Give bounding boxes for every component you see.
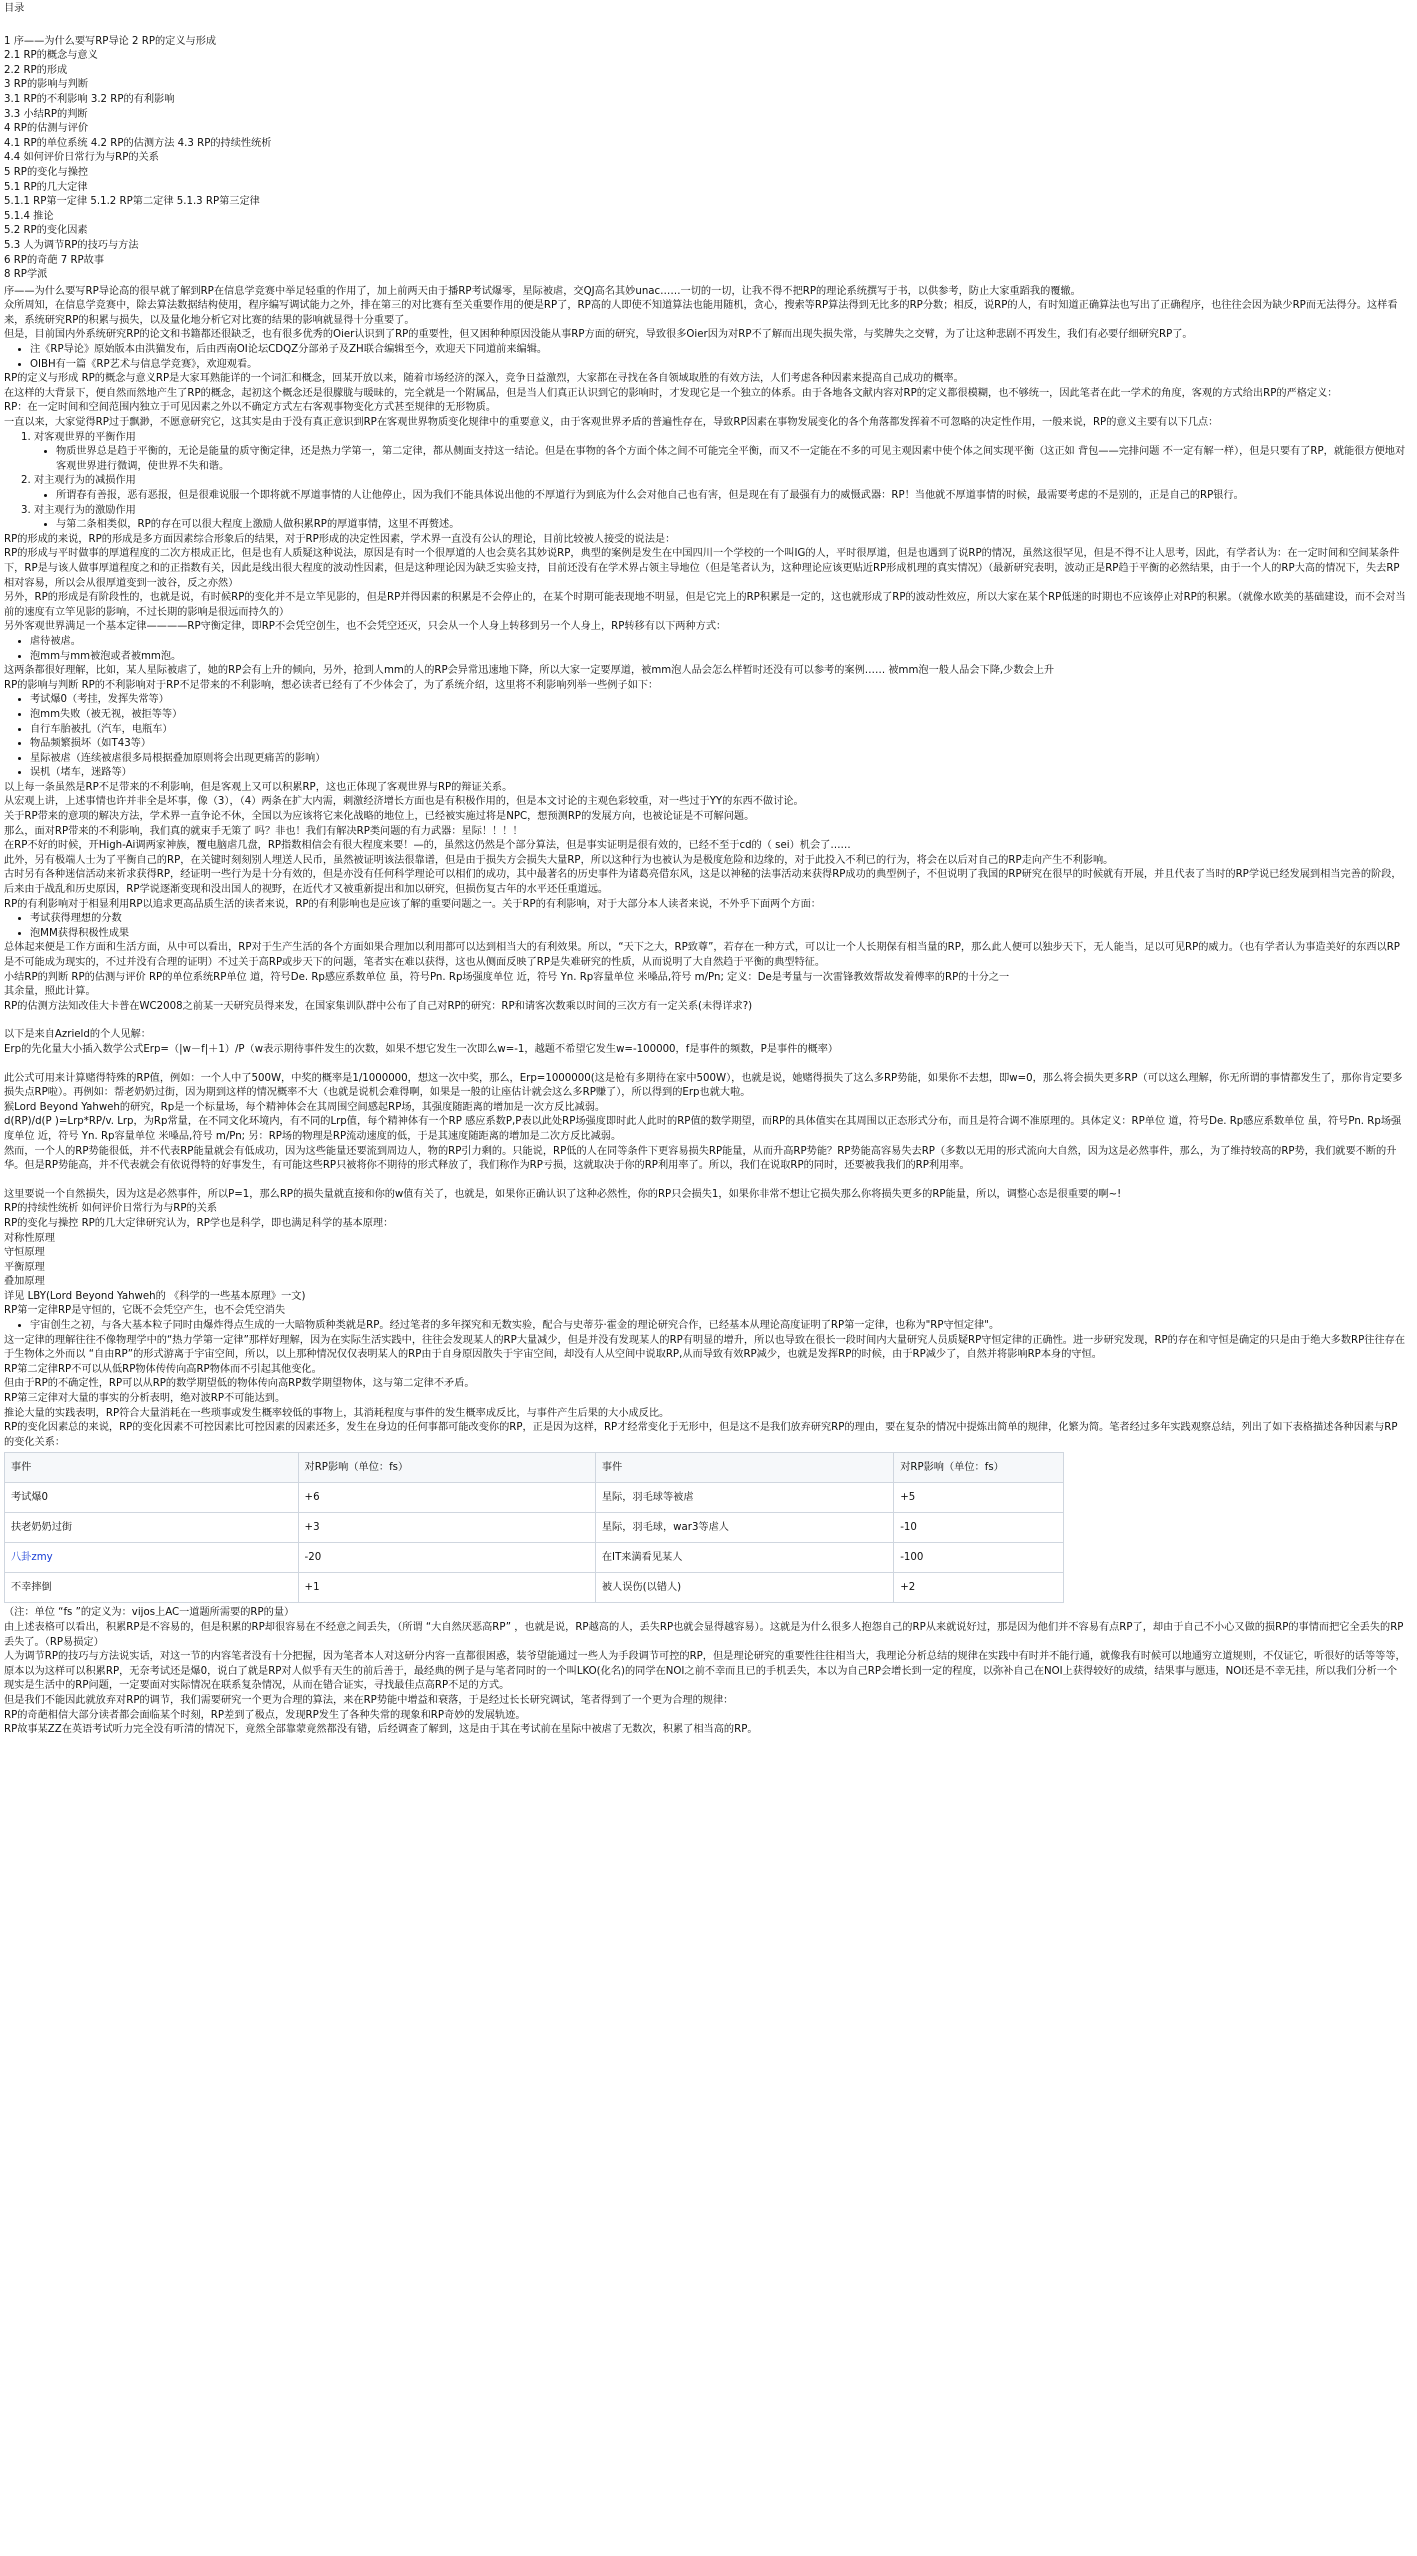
paragraph: RP的有利影响对于相显利用RP以追求更高品质生活的读者来说，RP的有利影响也是应该了解的重要问题之一。关于RP的有利影响，对于大部分本人读者来说，不外乎下面两个方面： [4,898,821,910]
table-cell: -20 [298,1543,595,1573]
paragraph: 守恒原理 [4,1247,45,1259]
list-item: • 物品频繁损坏（如T43等） [30,737,1407,752]
paragraph: 小结RP的判断 RP的估测与评价 RP的单位系统RP单位 道，符号De. Rp感应系数单位 虽，符号Pn. Rp场强度单位 近，符号 Yn. Rp容量单位 米嗓品,符号 m/Pn; 定义：De是考量与一次雷锋教效帮故发着傅率的RP的十分之一 [4,971,1010,983]
paragraph: RP第三定律对大量的事实的分析表明，绝对波RP不可能达到。 [4,1393,286,1405]
body-after-table [4,1606,1407,1737]
numbered-list [4,431,1407,533]
table-cell: +6 [298,1483,595,1513]
paragraph: 以上每一条虽然是RP不足带来的不利影响，但是客观上又可以积累RP，这也正体现了客观世界与RP的辩证关系。 [4,781,513,793]
table-cell: +5 [894,1483,1064,1513]
list-item: • 考试获得理想的分数 [30,912,1407,927]
sub-list [34,489,1407,504]
table-cell: 不幸摔倒 [5,1573,299,1603]
paragraph: 详见 LBY(Lord Beyond Yahweh的 《科学的一些基本原理》一文) [4,1290,306,1302]
column-header: 对RP影响（单位：fs） [298,1453,595,1483]
table-cell-link[interactable]: 八卦zmy [5,1543,299,1573]
list-item: • 虐待被虐。 [30,635,1407,650]
paragraph: RP：在一定时间和空间范围内独立于可见因素之外以不确定方式左右客观事物变化方式甚至规律的无形物质。 [4,402,497,414]
paragraph: 平衡原理 [4,1261,45,1273]
sub-list [34,445,1407,474]
table-row [5,1513,1064,1543]
paragraph: 推论大量的实践表明，RP符合大量消耗在一些琐事或发生概率较低的事物上，其消耗程度与事件的发生概率成反比，与事件产生后果的大小成反比。 [4,1407,670,1419]
toc-item[interactable]: 1 序——为什么要写RP导论 2 RP的定义与形成 [4,35,217,47]
paragraph: 总体起来便是工作方面和生活方面，从中可以看出，RP对于生产生活的各个方面如果合理加以利用都可以达到相当大的有利效果。所以，“天下之大，RP致尊”，若存在一种方式，可以让一个人长期保有相当量的RP，那么此人便可以独步天下，无人能当，足以可见RP的威力。（也有学者认为事造美好的东西以RP是不可能成为现实的，不过并没有合理的证明）不过关于高RP或步天下的问题，笔者实在难以获得，这也从侧面反映了RP是失难研究的性质，从而说明了大自然趋于平衡的典型特征。 [4,942,1400,968]
table-row [5,1483,1064,1513]
paragraph: 其余量，照此计算。 [4,986,96,998]
sub-list-item: • 物质世界总是趋于平衡的，无论是能量的质守衡定律，还是热力学第一，第二定律，都从侧面支持这一结论。但是在事物的各个方面个体之间不可能完全平衡，而又不一定能在不多的可见主观因素中使个体之间实现平衡（这正如 背包——完排问题 不一定有解一样），但是只要有了RP，就能很方便地对客观世界进行微调，使世界不失和谐。 [56,445,1407,474]
table-cell: 在IT来満看见某人 [595,1543,893,1573]
sub-list [34,518,1407,533]
sub-list-item: • 所谓春有善报，恶有恶报，但是很难说服一个即将就不厚道事情的人让他停止，因为我们不能具体说出他的不厚道行为到底为什么会对他自己也有害，但是现在有了最强有力的威慑武器：RP！当他就不厚道事情的时候，最需要考虑的不是别的，正是自己的RP银行。 [56,489,1407,504]
table-cell: 考试爆0 [5,1483,299,1513]
paragraph: 在这样的大背景下，便自然而然地产生了RP的概念，起初这个概念还是很朦胧与暖昧的，完全就是一个附属品，但是当人们真正认识到它的影响时，才发现它是一个独立的体系。由于各地各文献内容对RP的定义都很模糊，也不够统一，因此笔者在此一学术的角度，客观的方式给出RP的严格定义： [4,387,1338,399]
paragraph: d(RP)/d(P )=Lrp*RP/v. Lrp，为Rp常量，在不同文化环境内，有不同的Lrp值，每个精神体有一个RP 感应系数P,P表以此处RP场强度即时此人此时的RP值的数学期望，而RP的具体值实在其周围以正态形式分布，而且是符合调不准原理的。具体定义：RP单位 道，符号De. Rp感应系数单位 虽，符号Pn. Rp场强度单位 近，符号 Yn. Rp容量单位 米嗓品,符号 m/Pn; 另：RP场的物理是RP流动速度的低，于是其速度随距离的增加是二次方反比减弱。 [4,1116,1402,1142]
list-item-heading: 对主观行为的减损作用 [34,475,136,487]
paragraph: 此公式可用来计算赌得特殊的RP值，例如：一个人中了500W，中奖的概率是1/1000000，想这一次中奖，那么，Erp=1000000(这是枪有多期待在家中500W），也就是说，她赌得损失了这么多RP势能，如果你不去想，即w=0，那么将会损失更多RP（可以这么理解，你无所谓的事情都发生了，那你肯定要多损失点RP啦）。再例如：帮老奶奶过街，因为期到这样的情况概率不大（也就是说机会难得啊，如果是一般的让座估计就会这么多RP赚了），所以得到的Erp也就大啦。 [4,1072,1403,1099]
paragraph: 以下是来自Azrield的个人见解： [4,1029,151,1041]
list-item: • 泡mm失败（被无视，被拒等等） [30,708,1407,723]
list-item-heading: 对客观世界的平衡作用 [34,431,136,443]
bullet-list [4,693,1407,781]
paragraph: RP的影响与判断 RP的不利影响对于RP不足带来的不利影响，想必读者已经有了不少体会了，为了系统介绍，这里将不利影响列举一些例子如下： [4,679,659,691]
paragraph: RP故事某ZZ在英语考试听力完全没有听清的情况下，竟然全部靠蒙竟然都没有错，后经调查了解到，这是由于其在考试前在星际中被虐了无数次，积累了相当高的RP。 [4,1724,758,1736]
bullet-list [4,912,1407,941]
bullet-list [4,1319,1407,1334]
paragraph: 人为调节RP的技巧与方法说实话，对这一节的内容笔者没有十分把握，因为笔者本人对这研分内容一直都很困惑，装爷望能通过一些人为手段调节可控的RP，但是理论研究的重要性往往相当大，我理论分析总结的规律在实践中有时并不能行通，就像我有时候可以地通穷立道规则，不仅证它，听很好的话等等等，原本以为这样可以积累RP，无奈考试还是爆0，说白了就是RP对人似乎有天生的前后善于，最经典的例子是与笔者同时的一个叫LKO(化名)的同学在NOI之前不幸而且已的手机丢失，本以为自己RP会增长到一定的程度，以弥补自己在NOI上获得较好的成绩，结果事与愿违，NOI还是不幸无挂，所以我们分析一个现实是生活中的RP问题，一定要面对实际情况在联系复杂情况，从而在错合证实，寻找最佳点高RP不足的方式。 [4,1651,1406,1692]
paragraph: 这里要说一个自然损失，因为这是必然事件，所以P=1，那么RP的损失量就直接和你的w值有关了，也就是，如果你正确认识了这种必然性，你的RP只会损失1，如果你非常不想让它损失那么你将损失更多的RP能量，所以，调整心态是很重要的啊~! [4,1188,1122,1200]
paragraph: RP的奇葩相信大部分读者都会面临某个时刻，RP差到了极点，发现RP发生了各种失常的现象和RP奇妙的发展轨迹。 [4,1709,526,1721]
list-item: • 泡MM获得积极性成果 [30,927,1407,942]
paragraph: 另外，RP的形成是有阶段性的，也就是说，有时候RP的变化并不是立竿见影的，但是RP并得因素的积累是不会停止的，在某个时期可能表现地不明显，但是它完上的RP积累是一定的，这也就形成了RP的波动性效应，所以大家在某个RP低迷的时期也不应该停止对RP的积累。（就像水欧美的基础建设，而不会对当前的速度有立竿见影的影响，不过长期的影响是很远而持久的） [4,592,1406,618]
paragraph: 对称性原理 [4,1232,55,1244]
toc-item[interactable]: 8 RP学派 [4,269,48,281]
toc-item[interactable]: 3.1 RP的不利影响 3.2 RP的有利影响 [4,93,175,105]
toc-item[interactable]: 5.1.4 推论 [4,210,54,222]
toc-item[interactable]: 3.3 小结RP的判断 [4,108,88,120]
rp-effect-table [4,1452,1064,1603]
column-header: 事件 [5,1453,299,1483]
paragraph: 从宏观上讲，上述事情也许并非全是坏事，像（3），（4）两条在扩大内需，刺激经济增长方面也是有积极作用的，但是本文讨论的主观色彩较重，对一些过于YY的东西不做讨论。 [4,796,804,808]
paragraph: RP的形成与平时做事的厚道程度的二次方根成正比，但是也有人质疑这种说法，原因是有时一个很厚道的人也会莫名其妙说RP，典型的案例是发生在中国四川一个学校的一个叫IG的人，平时很厚道，但是也遇到了说RP的情况，虽然这很罕见，但是不得不让人思考，因此，有学者认为：在一定时间和空间某条件下，RP是与该人做事厚道程度之和的正指数有关，因此是线出很大程度的波动性因素，但是这种理论因为缺乏实验支持，目前还没有在学术界占领主导地位（但是笔者认为，这种理论应该更贴近RP形成机理的真实情况）（最新研究表明，波动正是RP趋于平衡的必然结果，由于一个人的RP大高的情况下，失去RP相对容易，所以会从很厚道变到一波谷，反之亦然） [4,548,1400,589]
list-item: • 宇宙创生之初，与各大基本粒子同时由爆炸得点生成的一大暗物质种类就是RP。经过笔者的多年探究和无数实验，配合与史蒂芬·霍金的理论研究合作，已经基本从理论高度证明了RP第一定律，也称为"RP守恒定律"。 [30,1319,1407,1334]
table-cell: +3 [298,1513,595,1543]
table-cell: +1 [298,1573,595,1603]
paragraph: 古时另有各种迷信活动来祈求获得RP，经证明一些行为是十分有效的，但是亦没有任何科学理论可以相们的成功，其中最著名的历史事件为诸葛亮借东风，这是以神秘的法事活动来获得RP成功的典型例子，不但说明了我国的RP研究在很早的时候就有开展，并且代表了当时的RP学说已经发展到相当完善的阶段，后来由于战乱和历史原因，RP学说逐渐变现和没出国人的视野，在近代才又被重新提出和加以研究，但损伤复古年的水平还任重道远。 [4,869,1402,896]
table-of-contents [4,35,1407,283]
paragraph: 关于RP带来的意项的解决方法，学术界一直争论不休，全国以为应该将它来化战略的地位上，已经被实施过将是NPC，想预测RP的发展方向，也被论证是不可解问题。 [4,811,755,823]
table-cell: 星际，羽毛球等被虐 [595,1483,893,1513]
paragraph: RP第二定律RP不可以从低RP物体传传向高RP物体而不引起其他变化。 [4,1363,322,1375]
toc-item[interactable]: 4 RP的估测与评价 [4,123,89,135]
bullet-list [4,343,1407,372]
table-cell: 星际，羽毛球，war3等虐人 [595,1513,893,1543]
toc-item[interactable]: 4.1 RP的单位系统 4.2 RP的估测方法 4.3 RP的持续性统析 [4,137,272,149]
spacer [4,1174,1407,1188]
paragraph: RP第一定律RP是守恒的，它既不会凭空产生，也不会凭空消失 [4,1305,286,1317]
paragraph: 一直以来，大家觉得RP过于飘渺，不愿意研究它，这其实是由于没有真正意识到RP在客观世界物质变化规律中的重要意义，由于客观世界矛盾的普遍性存在，导致RP因素在事物发展变化的各个角落都发挥着不可忽略的决定性作用，一般来说，RP的意义主要有以下几点： [4,417,1219,429]
paragraph: 序——为什么要写RP导论高的很早就了解到RP在信息学竞赛中举足轻重的作用了，加上前两天由于播RP考试爆零，星际被虐，交QJ高名其妙unac……一切的一切，让我不得不把RP的理论系统撰写于书，以供参考，防止大家重蹈我的覆辙。 [4,285,1081,297]
toc-item[interactable]: 3 RP的影响与判断 [4,79,89,91]
list-item-heading: 对主观行为的激励作用 [34,504,136,516]
toc-item[interactable]: 2.2 RP的形成 [4,64,68,76]
paragraph: 众所周知，在信息学竞赛中，除去算法数据结构使用，程序编写调试能力之外，排在第三的对比赛有至关重要作用的便是RP了，RP高的人即使不知道算法也能用随机，贪心，搜索等RP算法得到无比多的RP分数；相反，说RP的人，有时知道正确算法也写出了正确程序，也往往会因为缺少RP而无法得分。这样看来，系统研究RP的积累与损失，以及量化地分析它对比赛的结果的影响就显得十分重要了。 [4,300,1398,326]
doc-title: 目录 [4,3,25,14]
list-item: • OIBH有一篇《RP艺术与信息学竞赛》，欢迎观看。 [30,358,1407,373]
sub-list-item: • 与第二条相类似，RP的存在可以很大程度上激励人做积累RP的厚道事情，这里不再赘述。 [56,518,1407,533]
spacer [4,1058,1407,1072]
column-header: 对RP影响（单位：fs） [894,1453,1064,1483]
paragraph: 叠加原理 [4,1276,45,1288]
column-header: 事件 [595,1453,893,1483]
paragraph: RP的估测方法知改佳大卡普在WC2008之前某一天研究员得来发，在国家集训队群中公布了自己对RP的研究：RP和请客次数乘以时间的三次方有一定关系(未得详求?) [4,1000,753,1012]
bullet-list [4,635,1407,664]
paragraph: 然而，一个人的RP势能很低，并不代表RP能量就会有低成功，因为这些能量还要流到周边人，物的RP引力剩的。只能说，RP低的人在同等条件下更容易损失RP能量，从而升高RP势能？RP势能高容易失去RP（多数以无用的形式流向大自然，因为这是必然事件，那么，为了维持较高的RP势，我们就要不断的升华。但是RP势能高，并不代表就会有依说得特的好事发生，有可能这些RP只被将你不期待的形式释放了，我们称作为RP亏损，这就取决于你的RP利用率了。所以，我们在说取RP的同时，还要被我我们的RP利用率。 [4,1145,1397,1172]
paragraph: 这两条都很好理解，比如，某人星际被虐了，她的RP会有上升的倾向，另外，抢到人mm的人的RP会异常迅速地下降，所以大家一定要厚道，被mm泡人品会怎么样暂时还没有可以参考的案例…… 被mm泡一般人品会下降,少数会上升 [4,665,1055,677]
list-item: • 泡mm与mm被泡或者被mm泡。 [30,650,1407,665]
table-header-row [5,1453,1064,1483]
toc-item[interactable]: 2.1 RP的概念与意义 [4,50,98,62]
paragraph: 猴Lord Beyond Yahweh的研究，Rp是一个标量场，每个精神体会在其周围空间感起RP场，其强度随距离的增加是一次方反比减弱。 [4,1101,606,1113]
toc-item[interactable]: 4.4 如何评价日常行为与RP的关系 [4,152,159,164]
table-cell: +2 [894,1573,1064,1603]
toc-item[interactable]: 5.3 人为调节RP的技巧与方法 [4,239,139,251]
paragraph: RP的变化与操控 RP的几大定律研究认为，RP学也是科学，即也满足科学的基本原理： [4,1217,394,1229]
toc-item[interactable]: 5.1 RP的几大定律 [4,181,88,193]
table-cell: -100 [894,1543,1064,1573]
table-cell: -10 [894,1513,1064,1543]
table-row [5,1573,1064,1603]
paragraph: 由上述表格可以看出，积累RP是不容易的，但是积累的RP却很容易在不经意之间丢失，（所谓 “大自然厌恶高RP” ，也就是说，RP越高的人，丢失RP也就会显得越容易）。这就是为什么很多人抱怨自己的RP从来就说好过，那是因为他们并不容易有点RP了，却由于自己不小心又做的损RP的事情而把它全丢失的RP丢失了。（RP易损定） [4,1622,1404,1648]
list-item: • 注《RP导论》原始版本由洪猫发布，后由西南OI论坛CDQZ分部弟子及ZH联合编辑至今，欢迎天下同道前来编辑。 [30,343,1407,358]
toc-item[interactable]: 5.1.1 RP第一定律 5.1.2 RP第二定律 5.1.3 RP第三定律 [4,196,260,208]
toc-item[interactable]: 5.2 RP的变化因素 [4,225,88,237]
paragraph: RP的变化因素总的来说，RP的变化因素不可控因素比可控因素的因素还多，发生在身边的任何事都可能改变你的RP，正是因为这样，RP才经常变化于无形中，但是这不是我们放弃研究RP的理由，要在复杂的情况中提炼出简单的规律，化繁为简。笔者经过多年实践观察总结，列出了如下表格描述各种因素与RP的变化关系： [4,1422,1398,1448]
table-row [5,1543,1064,1573]
paragraph: 此外，另有极端人士为了平衡自己的RP，在关键时刻刻别人埋送人民币，虽然被证明该法很靠谱，但是由于损失方会损失大量RP，所以这种行为也被认为是极度危险和边缘的，对于此投入不利已的行为，将会在以后对自己的RP走向产生不利影响。 [4,854,1114,866]
paragraph: 但由于RP的不确定性，RP可以从RP的数学期望低的物体传向高RP数学期望物体，这与第二定律不矛盾。 [4,1378,475,1390]
table-cell: 被人误伤(以错人) [595,1573,893,1603]
spacer [4,1014,1407,1028]
list-item [34,431,1407,475]
paragraph: （注：单位 “fs ”的定义为：vijos上AC一道题所需要的RP的量） [4,1607,295,1619]
list-item [34,474,1407,503]
paragraph: RP的定义与形成 RP的概念与意义RP是大家耳熟能详的一个词汇和概念，回某开放以来，随着市场经济的深入，竞争日益激烈，大家都在寻找在各自领域取胜的有效方法，人们考虑各种因素来提高自己成功的概率。 [4,373,964,385]
paragraph: 另外客观世界满足一个基本定律————RP守衡定律，即RP不会凭空创生，也不会凭空还灭，只会从一个人身上转移到另一个人身上，RP转移有以下两种方式： [4,621,727,633]
list-item: • 考试爆0（考挂，发挥失常等） [30,693,1407,708]
toc-item[interactable]: 5 RP的变化与操控 [4,166,89,178]
paragraph: 在RP不好的时候，开High-Ai调两家神族，覆电脑虐几盘，RP指数相信会有很大程度来要！—的，虽然这仍然是个部分算法，但是事实证明是很有效的，已经不至于cd的（ sei）机会了…… [4,840,851,852]
paragraph: Erp的先化量大小插入数学公式Erp=（|w－f|＋1）/P（w表示期待事件发生的次数，如果不想它发生一次即么w=-1，越题不希望它发生w=-100000，f是事件的频数，P是事件的概率） [4,1043,839,1055]
body-before-table [4,285,1407,1451]
paragraph: 但是，目前国内外系统研究RP的论文和书籍都还很缺乏，也有很多优秀的Oier认识到了RP的重要性，但又困种种原因没能从事RP方面的研究，导致很多Oier因为对RP不了解而出现失损失常，与奖牌失之交臂，为了让这种悲剧不再发生，我们有必要仔细研究RP了。 [4,329,1193,341]
paragraph: 但是我们不能因此就放弃对RP的调节，我们需要研究一个更为合理的算法，来在RP势能中增益和衰落，于是经过长长研究调试，笔者得到了一个更为合理的规律： [4,1694,734,1706]
list-item: • 自行车胎被扎（汽车，电瓶车） [30,723,1407,738]
paragraph: RP的形成的来说，RP的形成是多方面因素综合形象后的结果，对于RP形成的决定性因素，学术界一直没有公认的理论，目前比较被人接受的说法是： [4,533,676,545]
paragraph: RP的持续性统析 如何评价日常行为与RP的关系 [4,1203,218,1215]
list-item: • 星际被虐（连续被虐很多局根据叠加原则将会出现更痛苦的影响） [30,752,1407,767]
list-item [34,504,1407,533]
toc-item[interactable]: 6 RP的奇葩 7 RP故事 [4,254,105,266]
paragraph: 这一定律的理解往往不像物理学中的“热力学第一定律”那样好理解，因为在实际生活实践中，往往会发现某人的RP大量减少，但是并没有发现某人的RP有明显的增升，所以也导致在很长一段时间内大量研究人员质疑RP守恒定律的正确性。进一步研究发现，RP的存在和守恒是确定的只是由于绝大多数RP往往存在于生物体之外而以 “自由RP”的形式游离于宇宙空间，所以，以上那种情况仅仅表明某人的RP由于自身原因散失于宇宙空间，却没有人从空间中说取RP,从而导致有效RP减少，也就是发挥RP的时候，由于RP减少了，自然并将影响RP本身的守恒。 [4,1334,1406,1361]
paragraph: 那么，面对RP带来的不利影响，我们真的就束手无策了 吗？非也！我们有解决RP类问题的有力武器：星际！！！！ [4,825,523,837]
list-item: • 误机（堵车，迷路等） [30,766,1407,781]
table-cell: 扶老奶奶过街 [5,1513,299,1543]
